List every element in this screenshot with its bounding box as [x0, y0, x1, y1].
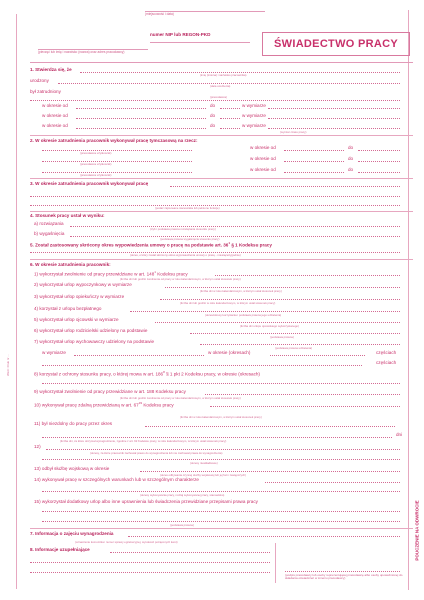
temp-to-field-1[interactable] — [358, 150, 400, 151]
signature-hint: (podpis pracodawcy lub osoby reprezentującej pracodawcę albo osoby upoważnionej do składania oświadczeń w imieniu pracodawcy) — [285, 573, 403, 581]
item-7: 7) wykorzystał urlop wychowawczy udzielony na podstawie — [34, 339, 155, 344]
item-13: 13) odbył służbę wojskową w okresie — [34, 466, 110, 471]
termination-hint: (tryb i podstawa prawna rozwiązania stosunku pracy) — [150, 227, 216, 231]
divider-3 — [30, 211, 413, 212]
job-title-field-1[interactable] — [170, 186, 400, 187]
period-from-label-2: w okresie od — [42, 113, 68, 118]
section-2-label: 2. W okresie zatrudnienia pracownik wykonywał pracę tymczasową na rzecz: — [30, 138, 198, 143]
signature-field[interactable] — [285, 571, 400, 572]
item-15-field[interactable] — [42, 511, 400, 512]
item-11-field[interactable] — [145, 426, 395, 427]
item-9-field[interactable] — [205, 394, 400, 395]
item-7-w2-field[interactable] — [270, 355, 365, 356]
temp-to-label-1: do — [348, 145, 354, 150]
period-from-field-1[interactable] — [76, 108, 206, 109]
item-4: 4) korzystał z urlopu bezpłatnego — [34, 306, 102, 311]
stamp-hint: (pieczęć lub imię i nazwisko (nazwa) oraz adres pracodawcy) — [38, 50, 125, 54]
form-content — [30, 62, 413, 592]
item-5-hint: (liczba dni urlopu ojcowskiego wykorzystanego) — [240, 324, 299, 328]
item-11-hint: (liczba dni, za które otrzymał wynagrodzenie, zgodnie z art. 92 Kodeksu pracy, w roku kalendarzowym, w którym ustał stosunek pracy) — [60, 439, 227, 443]
item-7-w2-label: w okresie (okresach) — [208, 350, 251, 355]
left-margin-code: Wzór: Druk nr ... — [6, 354, 10, 376]
fraction-field-1[interactable] — [268, 108, 400, 109]
item-6: 6) wykorzystał urlop rodzicielski udzielony na podstawie — [34, 328, 148, 333]
item-6-field[interactable] — [190, 333, 400, 334]
section-4-label: 4. Stosunek pracy ustał w wyniku: — [30, 213, 105, 218]
temp-from-field-1[interactable] — [284, 150, 344, 151]
employee-name-hint: (imię (imiona) i nazwisko pracownika) — [200, 73, 247, 77]
item-2: 2) wykorzystał urlop wypoczynkowy w wymiarze — [34, 282, 132, 287]
item-7-w-label: w wymiarze — [42, 350, 66, 355]
period-to-field-3[interactable] — [220, 128, 240, 129]
period-from-field-3[interactable] — [76, 128, 206, 129]
garnishment-field[interactable] — [128, 536, 400, 537]
item-11-unit: dni — [396, 432, 403, 437]
item-5: 5) wykorzystał urlop ojcowski w wymiarze — [34, 317, 119, 322]
item-12-hint: (okresy nieskładkowe) — [190, 461, 218, 465]
item-12-field[interactable] — [46, 449, 400, 450]
item-8: 8) korzystał z ochrony stosunku pracy, o której mowa w art. $186^8$ § 1 pkt 2 Kodeksu pracy, w okresie (okresach) — [34, 370, 260, 377]
temp-from-field-2[interactable] — [284, 161, 344, 162]
divider-1 — [30, 135, 413, 136]
temp-from-label-3: w okresie od — [250, 167, 276, 172]
item-2-hint: (liczba dni w roku kalendarzowym, w którym ustał stosunek pracy) — [200, 289, 282, 293]
job-title-hint: (podać zajmowane stanowiska lub pełnione funkcje) — [155, 206, 220, 210]
item-7-w-field-2[interactable] — [42, 365, 362, 366]
divider-5 — [30, 528, 413, 529]
item-5-field[interactable] — [155, 322, 400, 323]
signature-separator — [275, 543, 276, 583]
temp-to-field-3[interactable] — [358, 172, 400, 173]
job-title-field-2[interactable] — [30, 196, 400, 197]
fraction-field-2[interactable] — [268, 118, 400, 119]
item-7-czesc-label: częściach — [376, 350, 397, 355]
item-1-hint: (liczba dni lub godzin zwolnienia od pracy w roku kalendarzowym, w którym ustał stosunek pracy) — [120, 277, 241, 281]
temp-employer-field-3[interactable] — [42, 172, 192, 173]
item-14-field[interactable] — [265, 482, 400, 483]
item-7-czesc-label-2: częściach — [376, 360, 397, 365]
expiry-hint: (podstawa prawna wygaśnięcia stosunku pracy) — [160, 237, 220, 241]
period-to-label-1: do — [210, 103, 216, 108]
section-5-label: 5. Został zastosowany skrócony okres wypowiedzenia umowy o pracę na podstawie art. $36^1$ § 1 Kodeksu pracy — [30, 241, 272, 248]
item-10-hint: (liczba dni w roku kalendarzowym, w którym ustał stosunek pracy) — [180, 415, 262, 419]
item-4-field[interactable] — [130, 311, 400, 312]
nip-label: numer NIP lub REGON-PKD — [150, 32, 211, 37]
period-from-label-3: w okresie od — [42, 123, 68, 128]
item-12: 12) — [34, 444, 41, 449]
item-14-hint: (okresy wykonywania pracy, rodzaj wykonywanej pracy, stanowisko) — [140, 493, 225, 497]
item-13-field[interactable] — [140, 471, 400, 472]
item-3-hint: (liczba dni lub godzin w roku kalendarzowym, w którym ustał stosunek pracy) — [180, 301, 276, 305]
fraction-field-3[interactable] — [268, 128, 400, 129]
temp-from-field-3[interactable] — [284, 172, 344, 173]
item-3: 3) wykorzystał urlop opiekuńczy w wymiarze — [34, 294, 125, 299]
item-14-field-2[interactable] — [42, 491, 400, 492]
garnishment-hint: (oznaczenie komornika i numer sprawy egzekucyjnej, wysokość potrąconych kwot) — [75, 540, 178, 544]
temp-employer-hint-2: (pracodawca użytkownik) — [80, 162, 112, 166]
item-9: 9) wykorzystał zwolnienie od pracy przewidziane w art. 188 Kodeksu pracy — [34, 389, 186, 394]
birth-date-hint: (data urodzenia) — [210, 84, 231, 88]
item-1-field[interactable] — [215, 275, 400, 276]
divider-2 — [30, 178, 413, 179]
period-to-field-1[interactable] — [220, 108, 240, 109]
item-4-hint: (okres/okresy korzystania i podstawa prawna jego udzielenia) — [205, 313, 282, 317]
section-6-label: 6. W okresie zatrudnienia pracownik: — [30, 262, 111, 267]
item-15-hint: (podstawa prawna) — [170, 523, 194, 527]
termination-label: a) rozwiązania — [34, 221, 64, 226]
item-14: 14) wykonywał pracę w szczególnych warunkach lub w szczególnym charakterze — [34, 477, 199, 482]
employer-stamp-area[interactable] — [38, 24, 148, 48]
item-2-field[interactable] — [165, 287, 400, 288]
temp-employer-field-2[interactable] — [42, 161, 192, 162]
item-8-field[interactable] — [42, 383, 400, 384]
place-date-label: (miejscowość i data) — [145, 12, 174, 16]
period-from-field-2[interactable] — [76, 118, 206, 119]
additional-info-field-1[interactable] — [110, 552, 270, 553]
temp-to-label-3: do — [348, 167, 354, 172]
right-margin-note: POUCZENIE NA ODWROCIE — [414, 499, 420, 561]
fraction-hint: (wymiar czasu pracy) — [280, 130, 307, 134]
temp-to-field-2[interactable] — [358, 161, 400, 162]
fraction-label-2: w wymiarze — [242, 113, 266, 118]
item-3-field[interactable] — [160, 299, 400, 300]
divider-4 — [30, 259, 413, 260]
temp-employer-hint-1: (pracodawca użytkownik) — [80, 151, 112, 155]
section-7-label: 7. Informacja o zajęciu wynagrodzenia — [30, 531, 114, 536]
shortened-notice-hint: (okres, o który został skrócony okres wypowiedzenia umowy o pracę - miesiące/tygodnie) — [130, 253, 241, 257]
temp-employer-field-1[interactable] — [42, 150, 192, 151]
title-box — [262, 32, 410, 56]
temp-employer-hint-3: (pracodawca użytkownik) — [80, 173, 112, 177]
expiry-field[interactable] — [70, 236, 400, 237]
item-12-sub: (okresy, za które pracownik zachował prawo do wynagrodzenia lub nie zachował prawa do wynagrodzenia) — [90, 451, 223, 455]
item-11: 11) był niezdolny do pracy przez okres — [34, 421, 113, 426]
additional-info-field-3[interactable] — [30, 572, 270, 573]
employer-field[interactable] — [30, 100, 400, 101]
item-13-hint: (okres odbywania czynnej służby wojskowej lub jej form zastępczych) — [160, 473, 246, 477]
fraction-label-1: w wymiarze — [242, 103, 266, 108]
employed-label: był zatrudniony — [30, 89, 61, 94]
item-9-hint: (liczba dni lub godzin zwolnienia od pracy w roku kalendarzowym, w którym ustał stosunek pracy) — [120, 396, 241, 400]
item-7-field[interactable] — [200, 344, 400, 345]
item-1: 1) wykorzystał zwolnienie od pracy przewidziane w art. $148^1$ Kodeksu pracy — [34, 270, 188, 277]
item-11-field-2[interactable] — [42, 437, 392, 438]
item-10: 10) wykonywał pracę zdalną przewidzianą w art. $67^{33}$ Kodeksu pracy — [34, 401, 174, 408]
item-10-field[interactable] — [210, 406, 400, 407]
item-12-field-2[interactable] — [42, 459, 400, 460]
fraction-label-3: w wymiarze — [242, 123, 266, 128]
section-1-label: 1. Stwierdza się, że — [30, 67, 72, 72]
document-title: ŚWIADECTWO PRACY — [274, 38, 398, 50]
born-label: urodzony — [30, 78, 49, 83]
section-3-label: 3. W okresie zatrudnienia pracownik wykonywał pracę — [30, 181, 149, 186]
temp-from-label-2: w okresie od — [250, 156, 276, 161]
temp-to-label-2: do — [348, 156, 354, 161]
item-15-field-2[interactable] — [42, 521, 400, 522]
expiry-label: b) wygaśnięcia — [34, 231, 65, 236]
period-to-label-2: do — [210, 113, 216, 118]
additional-info-field-2[interactable] — [30, 562, 270, 563]
termination-field[interactable] — [70, 226, 400, 227]
item-15: 15) wykorzystał dodatkowy urlop albo inne uprawnienia lub świadczenia przewidziane przepisami prawa pracy — [34, 499, 258, 504]
item-6-hint: (podstawa prawna) — [270, 335, 294, 339]
period-from-label-1: w okresie od — [42, 103, 68, 108]
item-7-w-field[interactable] — [74, 355, 204, 356]
employer-hint: (pracodawca) — [210, 95, 227, 99]
section-8-label: 8. Informacje uzupełniające — [30, 547, 90, 552]
item-7-hint: (podstawa prawna udzielenia) — [275, 346, 313, 350]
period-to-label-3: do — [210, 123, 216, 128]
nip-line[interactable] — [150, 42, 250, 43]
temp-from-label-1: w okresie od — [250, 145, 276, 150]
period-to-field-2[interactable] — [220, 118, 240, 119]
